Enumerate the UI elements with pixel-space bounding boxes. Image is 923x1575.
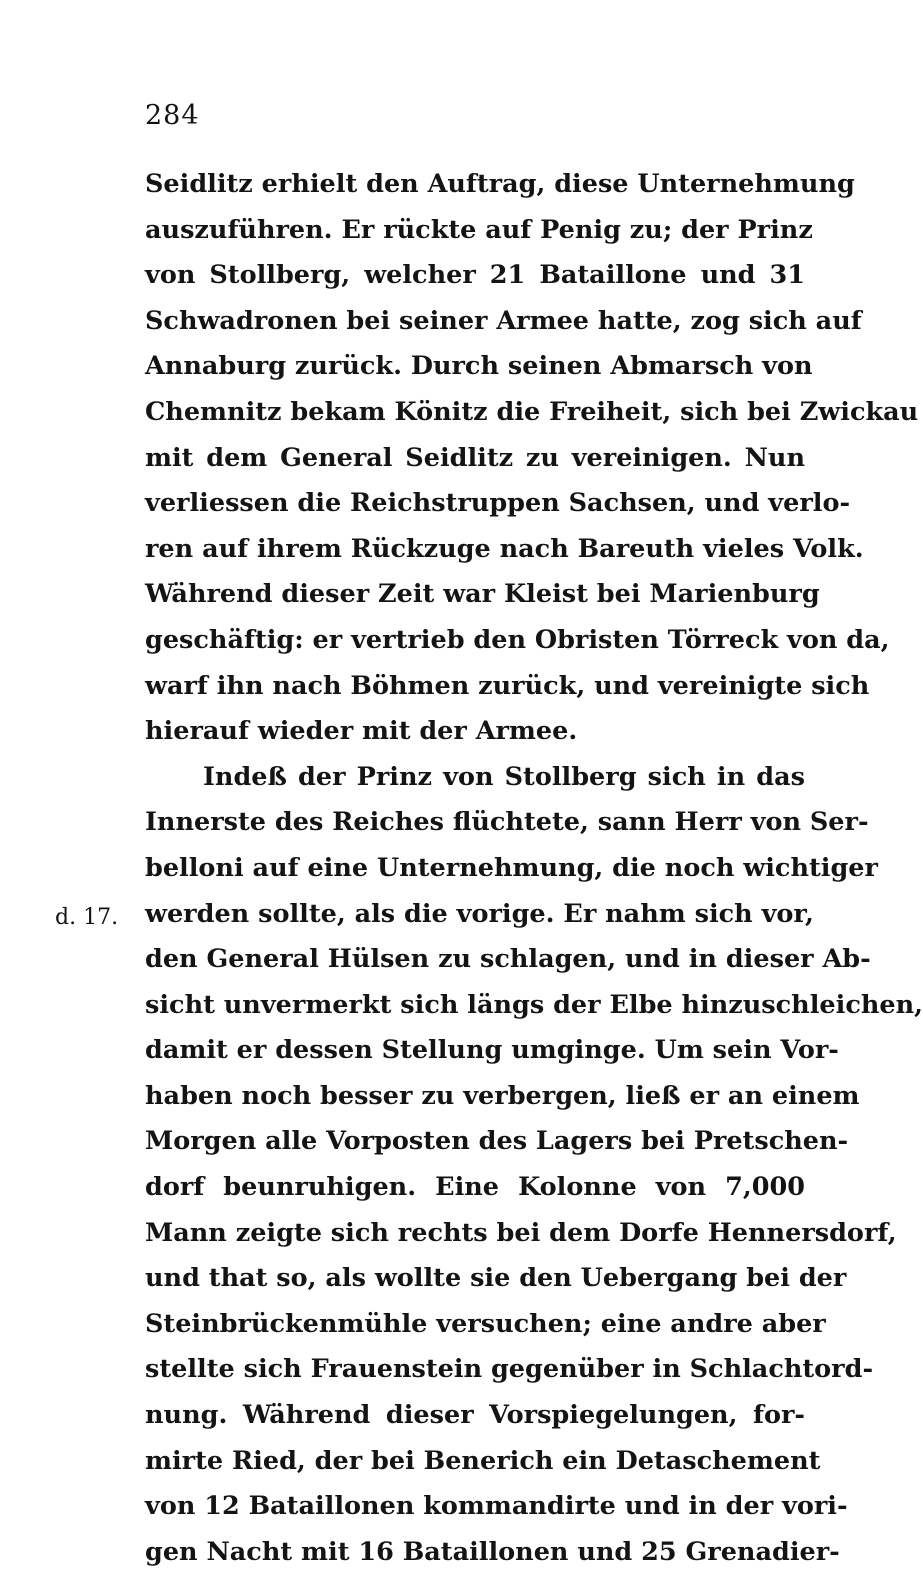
text-line: Morgen alle Vorposten des Lagers bei Pretschen- <box>145 1126 849 1157</box>
text-line: Schwadronen bei seiner Armee hatte, zog sich auf <box>145 305 862 336</box>
margin-note: d. 17. <box>55 905 119 930</box>
text-line: dorf beunruhigen. Eine Kolonne von 7,000 <box>145 1172 805 1203</box>
text-line: sicht unvermerkt sich längs der Elbe hinzuschleichen, <box>145 989 923 1020</box>
text-line: von 12 Bataillonen kommandirte und in der vori- <box>145 1491 848 1522</box>
text-line: werden sollte, als die vorige. Er nahm sich vor, <box>145 898 814 929</box>
text-line: nung. Während dieser Vorspiegelungen, for- <box>145 1400 805 1431</box>
text-line: auszuführen. Er rückte auf Penig zu; der Prinz <box>145 214 813 245</box>
text-line: belloni auf eine Unternehmung, die noch wichtiger <box>145 852 878 883</box>
paragraph-start-line: Indeß der Prinz von Stollberg sich in das <box>203 761 805 792</box>
text-line: ren auf ihrem Rückzuge nach Bareuth vieles Volk. <box>145 533 864 564</box>
text-line: den General Hülsen zu schlagen, und in dieser Ab- <box>145 944 871 975</box>
page-number: 284 <box>145 100 200 131</box>
text-line: damit er dessen Stellung umginge. Um sein Vor- <box>145 1035 839 1066</box>
text-line: stellte sich Frauenstein gegenüber in Schlachtord- <box>145 1354 874 1385</box>
text-line: Während dieser Zeit war Kleist bei Marienburg <box>145 579 820 610</box>
text-line: Seidlitz erhielt den Auftrag, diese Unternehmung <box>145 169 855 199</box>
text-line: warf ihn nach Böhmen zurück, und vereinigte sich <box>145 670 870 701</box>
text-line: und that so, als wollte sie den Uebergang bei der <box>145 1263 847 1294</box>
body-text <box>145 162 923 1575</box>
text-line: Innerste des Reiches flüchtete, sann Herr von Ser- <box>145 807 869 838</box>
text-line: mirte Ried, der bei Benerich ein Detaschement <box>145 1445 821 1476</box>
text-line: gen Nacht mit 16 Bataillonen und 25 Grenadier- <box>145 1536 840 1567</box>
text-line: Chemnitz bekam Könitz die Freiheit, sich bei Zwickau <box>145 396 919 427</box>
paragraph-end-line: hierauf wieder mit der Armee. <box>145 716 578 747</box>
text-line: verliessen die Reichstruppen Sachsen, und verlo- <box>145 488 851 519</box>
text-line: von Stollberg, welcher 21 Bataillone und 31 <box>145 260 805 291</box>
text-line: Annaburg zurück. Durch seinen Abmarsch von <box>145 351 813 382</box>
text-line: Mann zeigte sich rechts bei dem Dorfe Hennersdorf, <box>145 1217 897 1248</box>
text-line: geschäftig: er vertrieb den Obristen Törreck von da, <box>145 624 890 655</box>
text-line: Steinbrückenmühle versuchen; eine andre aber <box>145 1308 826 1339</box>
text-line: mit dem General Seidlitz zu vereinigen. Nun <box>145 442 805 473</box>
text-line: haben noch besser zu verbergen, ließ er an einem <box>145 1080 860 1111</box>
